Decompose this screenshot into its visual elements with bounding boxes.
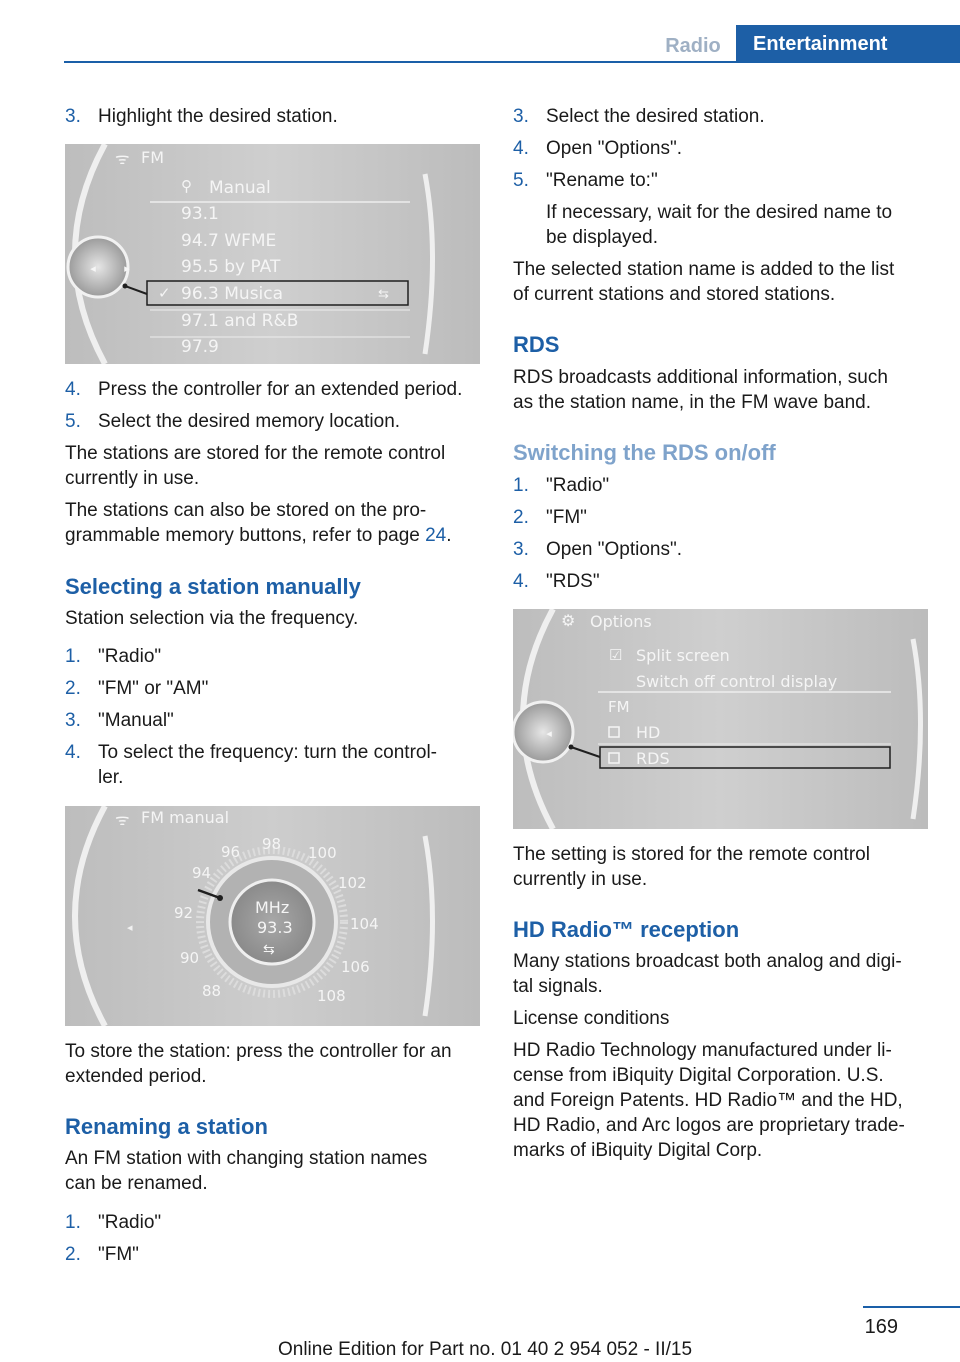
dial-tick-label: 94 — [192, 864, 212, 882]
header-chapter-entertainment: Entertainment — [736, 25, 960, 63]
station-item: 97.9 — [181, 337, 219, 357]
list-number: 4. — [65, 379, 81, 400]
paragraph-line: marks of iBiquity Digital Corp. — [513, 1140, 763, 1161]
subsection-heading: Switching the RDS on/off — [513, 440, 776, 465]
list-number: 4. — [65, 742, 81, 763]
screen-item-manual: Manual — [209, 178, 271, 198]
dial-tick-label: 96 — [221, 843, 241, 861]
station-item: 94.7 WFME — [181, 231, 277, 251]
svg-text:◂: ◂ — [127, 921, 133, 934]
paragraph-line: of current stations and stored stations. — [513, 284, 836, 305]
list-text: "FM" — [98, 1244, 139, 1265]
list-text: Select the desired station. — [546, 106, 765, 127]
frequency-unit: MHz — [255, 898, 290, 917]
section-heading: Renaming a station — [65, 1114, 268, 1139]
option-group-label: FM — [608, 698, 630, 716]
frequency-value: 93.3 — [257, 918, 293, 937]
paragraph-text: grammable memory buttons, refer to page — [65, 525, 426, 546]
checkbox-checked-icon: ☑ — [609, 647, 623, 664]
list-number: 3. — [65, 106, 81, 127]
list-text: "Radio" — [98, 1212, 162, 1233]
list-text: "Radio" — [546, 475, 610, 496]
list-number: 2. — [65, 678, 81, 699]
paragraph-line: currently in use. — [513, 869, 648, 890]
paragraph-line: To store the station: press the controller for an — [65, 1041, 452, 1062]
option-item: HD — [636, 723, 661, 742]
wrench-icon: ⚙ — [561, 613, 576, 630]
dial-tick-label: 88 — [202, 982, 222, 1000]
paragraph-line: currently in use. — [65, 468, 200, 489]
list-text: "RDS" — [546, 571, 600, 592]
list-text: be displayed. — [546, 227, 658, 248]
list-number: 5. — [513, 170, 529, 191]
option-item: Switch off control display — [636, 672, 838, 691]
list-number: 3. — [513, 539, 529, 560]
check-icon: ✓ — [158, 285, 171, 302]
list-text: Press the controller for an extended period. — [98, 379, 463, 400]
header-rule — [64, 61, 960, 63]
paragraph-line: RDS broadcasts additional information, such — [513, 367, 888, 388]
page-reference-link[interactable]: 24 — [425, 525, 447, 546]
list-number: 4. — [513, 138, 529, 159]
paragraph-line: can be renamed. — [65, 1173, 208, 1194]
list-text: To select the frequency: turn the control‐ — [98, 742, 438, 763]
section-heading: HD Radio™ reception — [513, 917, 740, 942]
svg-text:◂: ◂ — [90, 262, 96, 275]
paragraph-line: An FM station with changing station names — [65, 1148, 428, 1169]
dial-tick-label: 100 — [308, 844, 337, 862]
dial-tick-label: 90 — [180, 949, 200, 967]
edition-note: Online Edition for Part no. 01 40 2 954 052 - II/15 — [277, 1339, 693, 1360]
list-text: Select the desired memory location. — [98, 411, 401, 432]
paragraph-line: The stations are stored for the remote control — [65, 443, 446, 464]
screen-title: FM — [141, 148, 165, 167]
list-number: 5. — [65, 411, 81, 432]
header-section-radio: Radio — [665, 35, 721, 57]
store-icon: ⇆ — [378, 286, 389, 301]
dial-tick-label: 102 — [338, 874, 367, 892]
paragraph-line: The setting is stored for the remote control — [513, 844, 870, 865]
paragraph-line: The selected station name is added to the list — [513, 259, 895, 280]
list-text: "FM" or "AM" — [98, 678, 209, 699]
list-number: 1. — [65, 646, 81, 667]
list-number: 1. — [513, 475, 529, 496]
dial-tick-label: 98 — [262, 835, 282, 853]
paragraph-line — [65, 523, 452, 549]
dial-tick-label: 92 — [174, 904, 194, 922]
list-text: "FM" — [546, 507, 587, 528]
dial-tick-label: 108 — [317, 987, 346, 1005]
paragraph-line: HD Radio Technology manufactured under li‐ — [513, 1040, 892, 1061]
fm-station-list-screenshot — [65, 144, 480, 364]
paragraph-line: License conditions — [513, 1008, 670, 1029]
option-item-selected: RDS — [636, 749, 670, 768]
footer-rule — [863, 1306, 960, 1308]
station-item: 93.1 — [181, 204, 219, 224]
svg-text:◂: ◂ — [546, 727, 552, 740]
list-number: 3. — [513, 106, 529, 127]
station-item: 97.1 and R&B — [181, 311, 299, 331]
screen-title: FM manual — [141, 808, 230, 827]
options-rds-screenshot — [513, 609, 928, 829]
list-text: "Radio" — [98, 646, 162, 667]
dial-tick-label: 104 — [350, 915, 379, 933]
list-text: Highlight the desired station. — [98, 106, 338, 127]
list-text: "Rename to:" — [546, 170, 658, 191]
paragraph-line: The stations can also be stored on the pro‐ — [65, 500, 427, 521]
paragraph-line: extended period. — [65, 1066, 207, 1087]
list-number: 4. — [513, 571, 529, 592]
paragraph-text: . — [446, 525, 452, 546]
antenna-icon: ᯤ — [115, 151, 130, 168]
store-icon: ⇆ — [263, 941, 275, 957]
screen-title: Options — [590, 612, 652, 631]
list-text: ler. — [98, 767, 124, 788]
station-item: 95.5 by PAT — [181, 257, 281, 277]
list-number: 2. — [65, 1244, 81, 1265]
search-icon: ⚲ — [181, 178, 192, 195]
paragraph-line: Station selection via the frequency. — [65, 608, 359, 629]
section-heading: Selecting a station manually — [65, 574, 361, 599]
paragraph-line: Many stations broadcast both analog and digi‐ — [513, 951, 902, 972]
page-number: 169 — [864, 1316, 898, 1338]
list-number: 2. — [513, 507, 529, 528]
list-text: If necessary, wait for the desired name to — [546, 202, 893, 223]
list-text: Open "Options". — [546, 138, 683, 159]
dial-tick-label: 106 — [341, 958, 370, 976]
paragraph-line: as the station name, in the FM wave band. — [513, 392, 872, 413]
list-number: 1. — [65, 1212, 81, 1233]
option-item: Split screen — [636, 646, 730, 665]
list-text: "Manual" — [98, 710, 174, 731]
antenna-icon: ᯤ — [115, 812, 130, 829]
list-number: 3. — [65, 710, 81, 731]
paragraph-line: and Foreign Patents. HD Radio™ and the HD, — [513, 1090, 903, 1111]
section-heading: RDS — [513, 332, 560, 357]
fm-manual-dial-screenshot — [65, 806, 480, 1026]
paragraph-line: cense from iBiquity Digital Corporation. U.S. — [513, 1065, 884, 1086]
list-text: Open "Options". — [546, 539, 683, 560]
paragraph-line: tal signals. — [513, 976, 603, 997]
station-item-selected: 96.3 Musica — [181, 284, 284, 304]
paragraph-line: HD Radio, and Arc logos are proprietary trade‐ — [513, 1115, 905, 1136]
svg-text:▸: ▸ — [124, 262, 130, 275]
